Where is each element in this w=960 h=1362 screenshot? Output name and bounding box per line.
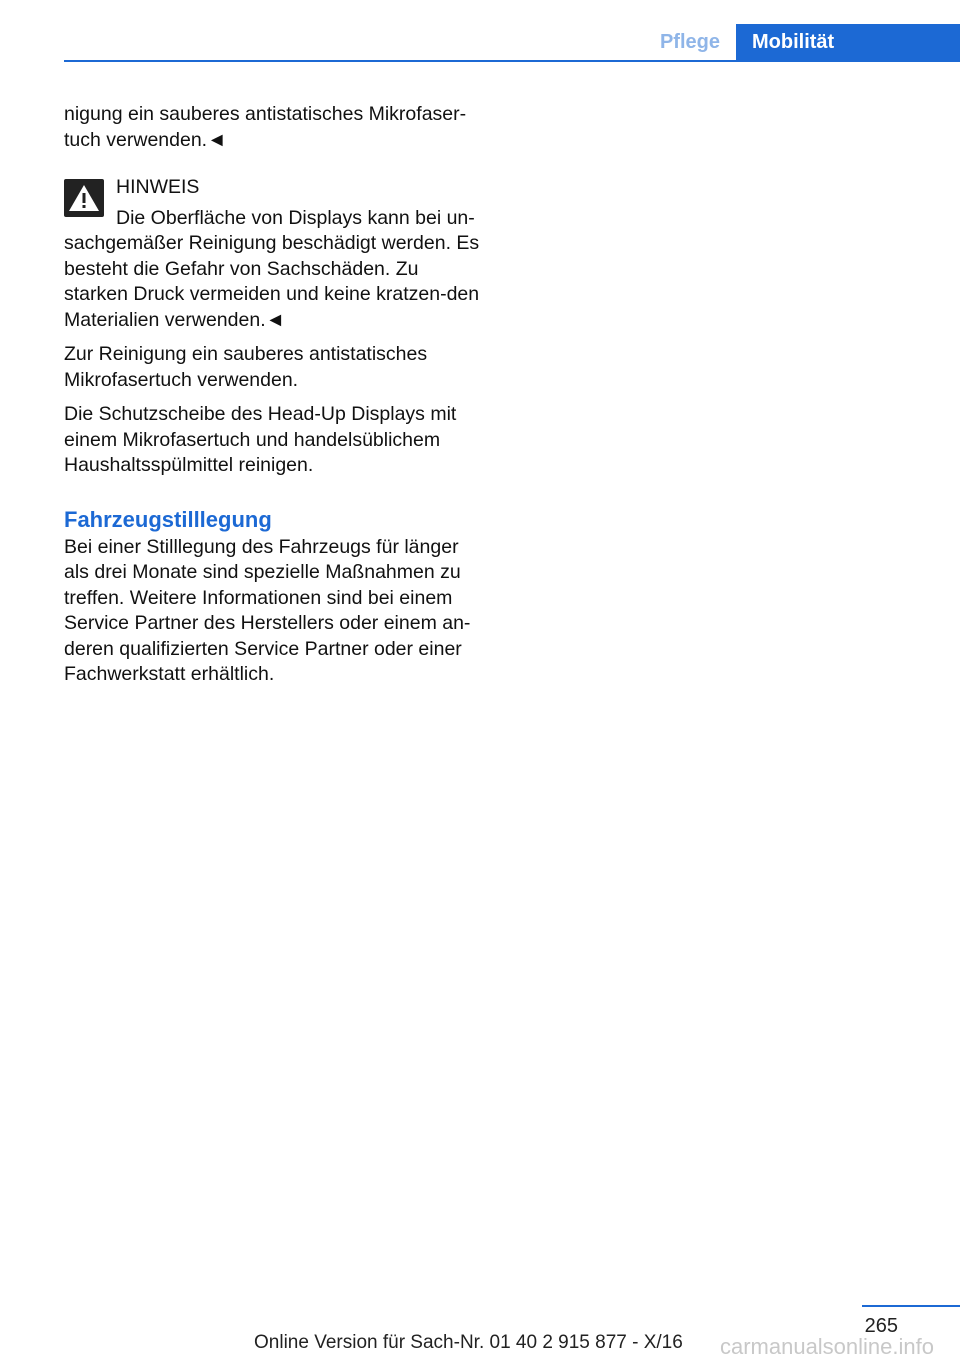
notice-title: HINWEIS xyxy=(116,176,200,198)
tab-pflege[interactable]: Pflege xyxy=(659,31,720,53)
online-version-note: Online Version für Sach-Nr. 01 40 2 915 877 - X/16 xyxy=(254,1332,683,1353)
header-divider xyxy=(64,60,960,62)
paragraph-cleaning-cloth: nigung ein sauberes antistatisches Mikrofaser-tuch verwenden.◄ xyxy=(64,103,467,151)
content-column xyxy=(64,102,480,697)
notice-text: Die Oberfläche von Displays kann bei un-sachgemäßer Reinigung beschädigt werden. Es besteht die Gefahr von Sachschäden. Zu starken Druck vermeiden und keine kratzen-den Materialien verwenden.◄ xyxy=(64,206,480,331)
notice-box xyxy=(64,175,480,333)
footer-divider xyxy=(862,1305,960,1307)
watermark: carmanualsonline.info xyxy=(719,1334,934,1359)
paragraph-vehicle-storage: Bei einer Stilllegung des Fahrzeugs für länger als drei Monate sind spezielle Maßnahmen zu treffen. Weitere Informationen sind bei einem Service Partner des Herstellers oder einem an-deren qualifizierten Service Partner oder einer Fachwerkstatt erhältlich. xyxy=(64,535,471,685)
tab-mobilitaet[interactable]: Mobilität xyxy=(736,24,960,60)
page-header xyxy=(64,24,960,62)
paragraph-cleaning: Zur Reinigung ein sauberes antistatisches Mikrofasertuch verwenden. xyxy=(64,343,428,391)
warning-triangle-icon xyxy=(64,179,104,217)
section-heading: Fahrzeugstilllegung xyxy=(64,506,272,532)
page-number: 265 xyxy=(864,1315,898,1337)
paragraph-head-up-display: Die Schutzscheibe des Head-Up Displays mit einem Mikrofasertuch und handelsüblichem Haushaltsspülmittel reinigen. xyxy=(64,403,457,476)
